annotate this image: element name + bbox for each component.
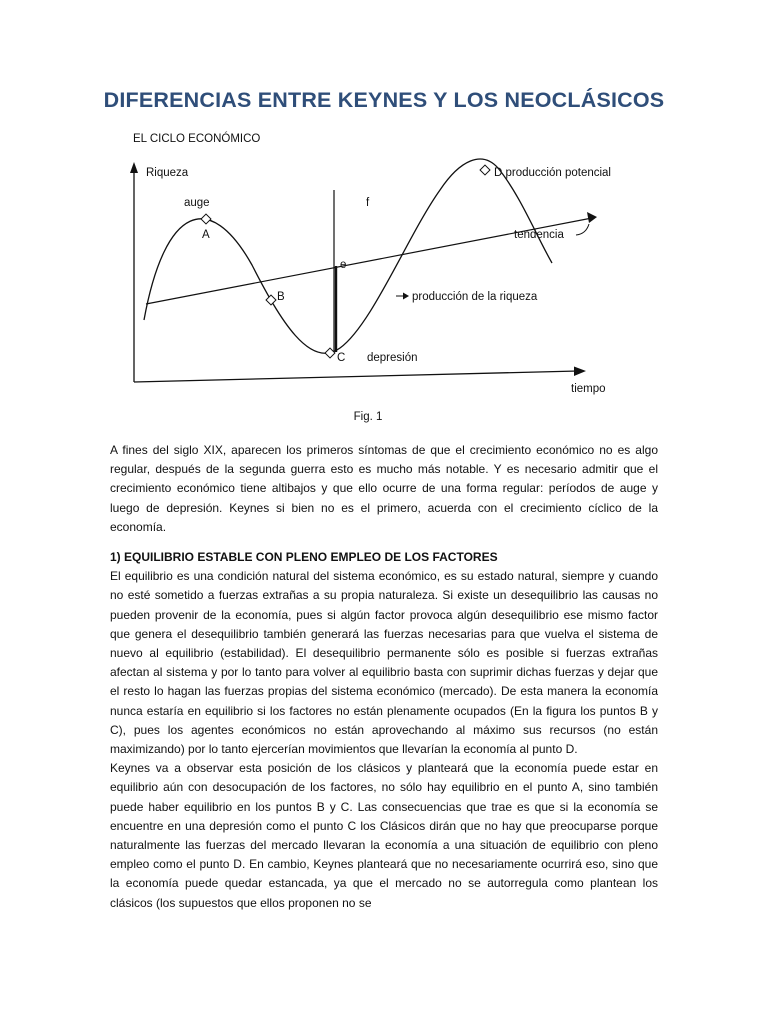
body-paragraph-2: Keynes va a observar esta posición de los clásicos y planteará que la economía puede estar en equilibrio aún con desocupación de los factores, no sólo hay equilibrio en el punto A, sino también puede haber equilibrio en los puntos B y C. Las consecuencias que trae es que si la economía se encuentre en una depresión como el punto C los Clásicos dirán que no hay que preocuparse porque naturalmente las fuerzas del mercado llevaran la economía a una situación de equilibrio con pleno empleo como el punto D. En cambio, Keynes planteará que no necesariamente ocurrirá eso, sino que la economía puede quedar estancada, ya que el mercado no se autorregula como plantean los clásicos (los supuestos que ellos proponen no se: [110, 761, 658, 910]
economic-cycle-figure: [0, 150, 768, 410]
label-b: B: [277, 291, 285, 303]
label-f: f: [366, 197, 370, 209]
x-axis-label: tiempo: [571, 383, 606, 395]
label-tendencia: tendencia: [514, 229, 564, 241]
label-produccion: producción de la riqueza: [412, 291, 538, 303]
x-axis: [134, 371, 578, 382]
label-auge: auge: [184, 197, 210, 209]
body-paragraph-1: El equilibrio es una condición natural del sistema económico, es su estado natural, siempre y cuando no esté sometido a fuerzas extrañas a su propia naturaleza. Si existe un desequilibrio las causas no pueden provenir de la economía, pues si algún factor provoca algún desequilibrio ese mismo factor que genera el desequilibrio también generará las fuerzas necesarias para que vuelva el sistema de nuevo al equilibrio (estabilidad). El desequilibrio permanente sólo es posible si fuerzas extrañas afectan al sistema y por lo tanto para volver al equilibrio basta con suprimir dichas fuerzas y dejar que el resto lo hagan las fuerzas propias del sistema económico (mercado). De esta manera la economía nunca estaría en equilibrio si los factores no están plenamente ocupados (En la figura los puntos B y C), pues los agentes económicos no están aprovechando al máximo sus recursos (no están maximizando) por lo tanto ejercerían movimientos que llevarían la economía al punto D.: [110, 569, 658, 757]
label-depresion: depresión: [367, 352, 418, 364]
y-axis-label: Riqueza: [146, 167, 189, 179]
y-axis-arrow: [130, 162, 138, 173]
figure-caption: Fig. 1: [353, 411, 383, 423]
production-arrow-head: [403, 293, 409, 300]
label-e: e: [340, 259, 347, 271]
label-a: A: [202, 229, 210, 241]
tendencia-pointer: [576, 224, 589, 235]
x-axis-arrow: [574, 367, 586, 377]
page-title: DIFERENCIAS ENTRE KEYNES Y LOS NEOCLÁSICOS: [103, 88, 665, 112]
point-a-marker: [201, 214, 211, 224]
trend-line-arrow: [587, 212, 597, 223]
section-heading: 1) EQUILIBRIO ESTABLE CON PLENO EMPLEO DE LOS FACTORES: [110, 550, 498, 565]
cycle-curve: [144, 159, 552, 353]
document-body: [110, 441, 658, 913]
point-b-marker: [266, 295, 276, 305]
label-c: C: [337, 352, 346, 364]
section-subtitle: EL CICLO ECONÓMICO: [133, 133, 261, 145]
intro-paragraph: A fines del siglo XIX, aparecen los primeros síntomas de que el crecimiento económico no es algo regular, después de la segunda guerra esto es mucho más notable. Y es necesario admitir que el crecimiento económico tiene altibajos y que ello ocurre de una forma regular: períodos de auge y luego de depresión. Keynes si bien no es el primero, acuerda con el crecimiento cíclico de la economía.: [110, 443, 658, 534]
label-d: D producción potencial: [494, 167, 611, 179]
point-d-marker: [480, 165, 490, 175]
